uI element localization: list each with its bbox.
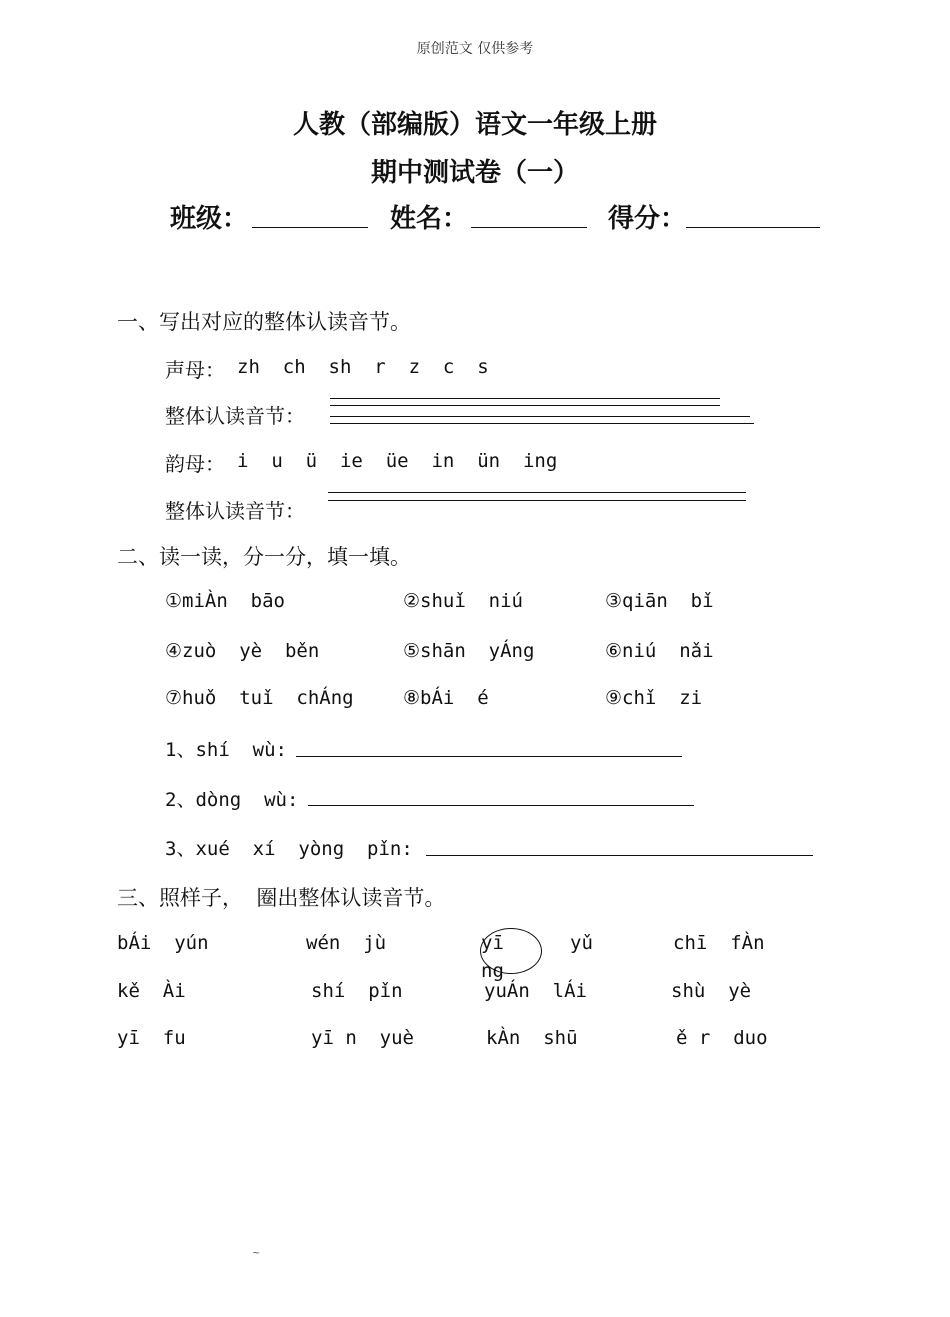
class-label: 班级： [170,204,249,234]
circle-item-example: yī [481,932,504,954]
circle-item: yǔ [570,932,593,954]
circle-item: yuÁn lÁi [484,980,587,1002]
finals-list: i u ü ie üe in ün ing [237,450,558,472]
writing-line-1a[interactable] [330,398,720,399]
circle-item: yī n yuè [311,1027,414,1049]
initials-list: zh ch sh r z c s [237,356,489,378]
writing-line-2b[interactable] [328,500,746,501]
writing-line-2a[interactable] [328,492,746,493]
zhengti-label-2: 整体认读音节： [165,499,305,523]
circle-item: chī fÀn [673,932,765,954]
word-item-1: ①miÀn bāo [165,590,285,612]
class-blank[interactable] [252,227,368,228]
word-item-7: ⑦huǒ tuǐ chÁng [165,687,354,709]
circle-item: kě Ài [117,980,186,1002]
footer-mark: ~ [252,1248,261,1259]
circle-item: bÁi yún [117,932,209,954]
writing-line-1d[interactable] [330,423,754,424]
initials-label: 声母： [165,358,225,382]
fill-label-2: 2、dòng wù: [165,789,299,811]
section1-heading: 一、写出对应的整体认读音节。 [117,310,411,334]
circle-item: ě r duo [676,1027,768,1049]
score-label: 得分： [608,204,687,234]
name-blank[interactable] [471,227,587,228]
example-circle [480,928,542,974]
word-item-9: ⑨chǐ zi [605,687,703,709]
circle-item-wrap: ng [481,960,504,982]
fill-blank-3[interactable] [426,855,813,856]
circle-item: shù yè [671,980,752,1002]
finals-label: 韵母： [165,452,225,476]
word-item-5: ⑤shān yÁng [403,640,535,662]
word-item-2: ②shuǐ niú [403,590,523,612]
word-item-3: ③qiān bǐ [605,590,714,612]
fill-blank-1[interactable] [296,756,682,757]
circle-item: shí pǐn [311,980,403,1002]
section2-heading: 二、读一读，分一分，填一填。 [117,545,411,569]
writing-line-1b[interactable] [330,405,720,406]
circle-item: yī fu [117,1027,186,1049]
circle-item: kÀn shū [486,1027,578,1049]
word-item-4: ④zuò yè běn [165,640,320,662]
fill-label-1: 1、shí wù: [165,739,287,761]
circle-item: wén jù [306,932,387,954]
score-blank[interactable] [686,227,820,228]
writing-line-1c[interactable] [330,416,750,417]
fill-blank-2[interactable] [308,805,694,806]
name-label: 姓名： [390,204,469,234]
section3-heading: 三、照样子， 圈出整体认读音节。 [117,886,446,910]
zhengti-label-1: 整体认读音节： [165,404,305,428]
fill-label-3: 3、xué xí yòng pǐn: [165,838,413,860]
page-title: 人教（部编版）语文一年级上册 [292,110,657,140]
word-item-8: ⑧bÁi é [403,687,489,709]
word-item-6: ⑥niú nǎi [605,640,714,662]
page-subtitle: 期中测试卷（一） [370,158,579,188]
page-header: 原创范文 仅供参考 [416,41,534,57]
